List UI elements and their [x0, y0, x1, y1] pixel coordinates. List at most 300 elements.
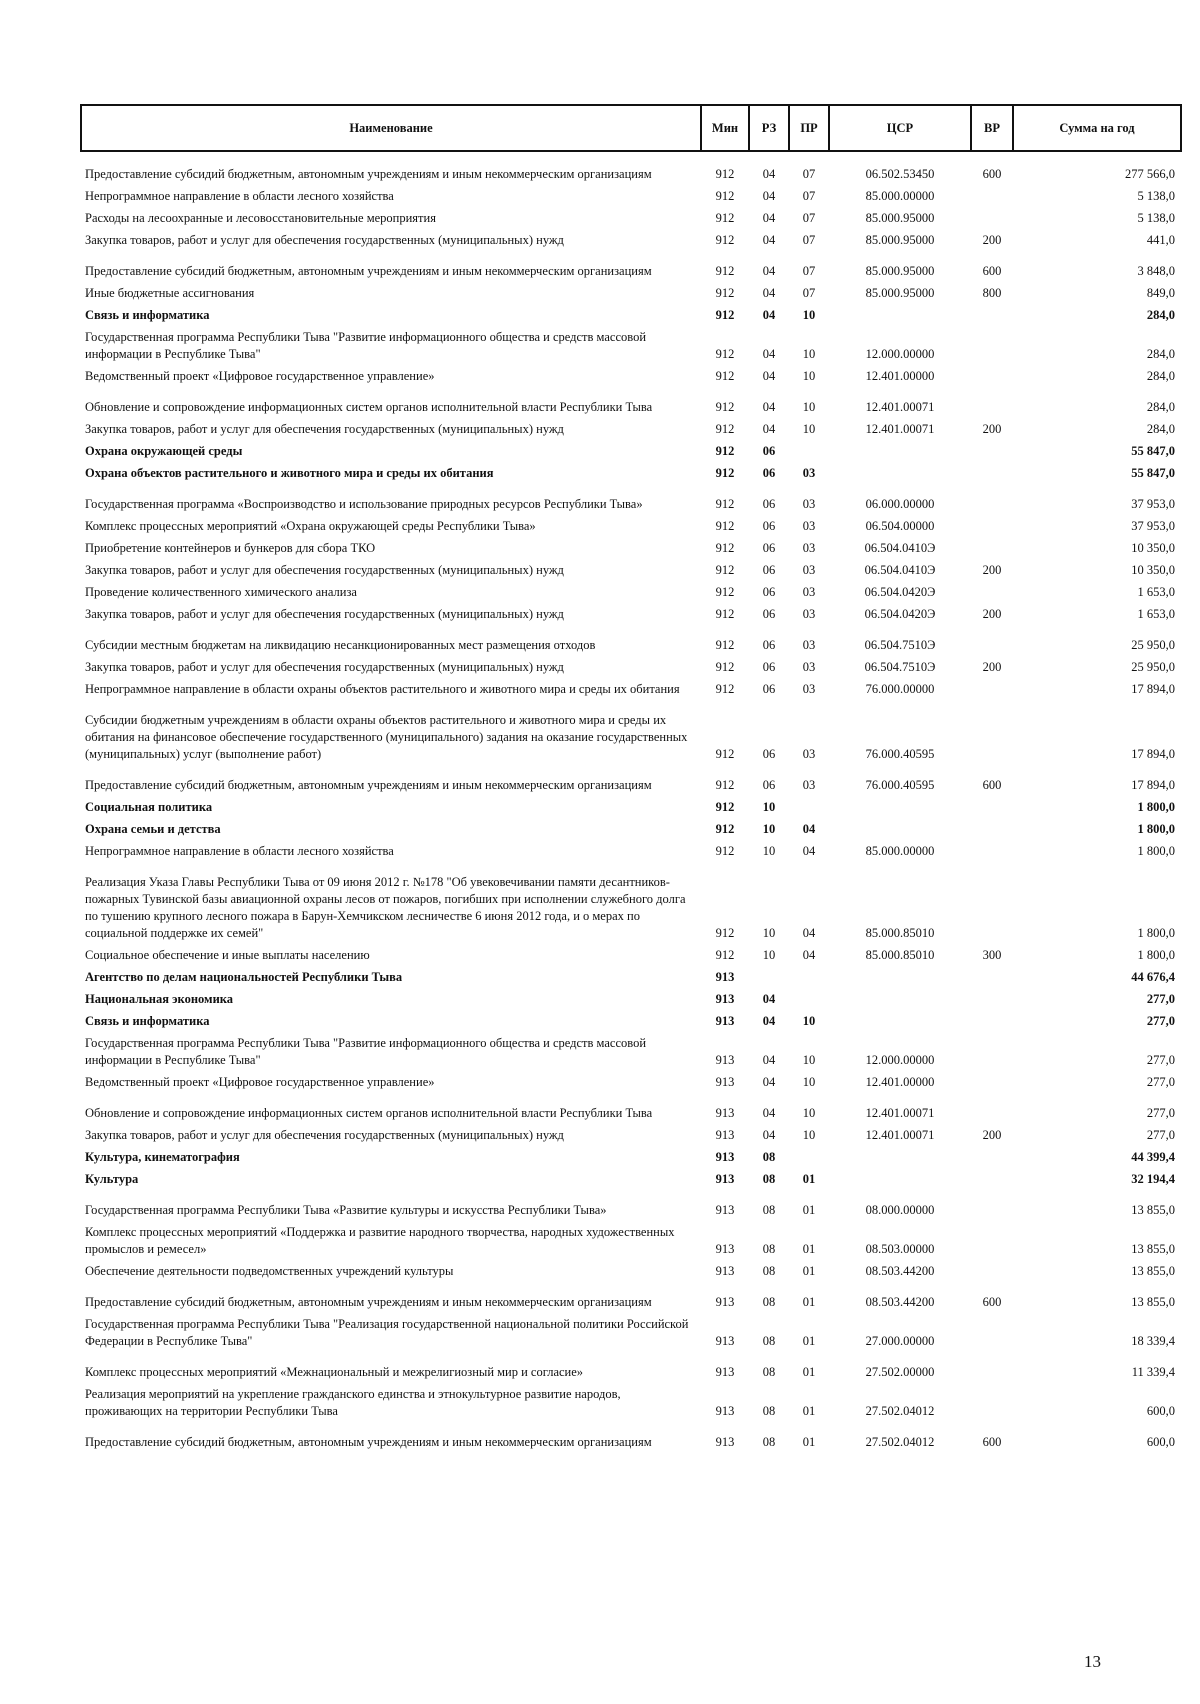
cell-sum: 284,0 — [1146, 308, 1175, 322]
cell-vr: 200 — [982, 660, 1002, 674]
cell-name: Закупка товаров, работ и услуг для обеспечения государственных (муниципальных) нужд — [85, 422, 564, 436]
cell-min: 913 — [715, 1435, 735, 1449]
cell-vr: 300 — [982, 948, 1002, 962]
cell-sum: 13 855,0 — [1131, 1203, 1175, 1217]
cell-pr: 01 — [802, 1203, 816, 1217]
table-row — [81, 1383, 1181, 1422]
cell-vr — [971, 1168, 1013, 1190]
cell-csr: 06.000.00000 — [865, 497, 935, 511]
cell-csr: 08.000.00000 — [865, 1203, 935, 1217]
cell-rz: 04 — [762, 264, 776, 278]
cell-vr — [971, 1260, 1013, 1282]
cell-csr: 85.000.00000 — [865, 189, 935, 203]
cell-vr: 200 — [982, 563, 1002, 577]
table-row — [81, 1071, 1181, 1093]
cell-rz: 10 — [762, 926, 776, 940]
cell-min: 912 — [715, 264, 735, 278]
cell-min: 912 — [715, 563, 735, 577]
cell-pr: 10 — [802, 1053, 816, 1067]
table-row — [81, 537, 1181, 559]
cell-pr: 10 — [802, 347, 816, 361]
cell-sum: 284,0 — [1146, 422, 1175, 436]
cell-name: Закупка товаров, работ и услуг для обеспечения государственных (муниципальных) нужд — [85, 607, 564, 621]
cell-rz: 04 — [762, 167, 776, 181]
cell-pr: 01 — [802, 1264, 816, 1278]
cell-min: 913 — [715, 1014, 735, 1028]
cell-name: Агентство по делам национальностей Республики Тыва — [85, 970, 403, 984]
table-row — [81, 944, 1181, 966]
table-row — [81, 151, 1181, 185]
cell-vr: 600 — [982, 264, 1002, 278]
cell-vr: 200 — [982, 233, 1002, 247]
cell-vr: 200 — [982, 607, 1002, 621]
cell-sum: 5 138,0 — [1137, 189, 1175, 203]
cell-name: Непрограммное направление в области охраны объектов растительного и животного мира и среды их обитания — [85, 682, 680, 696]
cell-vr — [971, 988, 1013, 1010]
cell-sum: 600,0 — [1146, 1404, 1175, 1418]
cell-rz: 04 — [762, 1075, 776, 1089]
cell-min: 912 — [715, 660, 735, 674]
cell-sum: 284,0 — [1146, 347, 1175, 361]
cell-sum: 10 350,0 — [1131, 563, 1175, 577]
cell-name: Комплекс процессных мероприятий «Поддержка и развитие народного творчества, народных художественных промыслов и ремесел» — [85, 1225, 675, 1256]
table-row — [81, 1093, 1181, 1124]
cell-vr — [971, 678, 1013, 700]
cell-vr — [971, 1093, 1013, 1124]
cell-name: Непрограммное направление в области лесного хозяйства — [85, 844, 394, 858]
table-row — [81, 1146, 1181, 1168]
cell-name: Обновление и сопровождение информационных систем органов исполнительной власти Республики Тыва — [85, 400, 653, 414]
cell-pr: 03 — [802, 778, 816, 792]
cell-rz: 06 — [762, 444, 776, 458]
cell-csr: 76.000.40595 — [865, 778, 935, 792]
cell-csr: 85.000.95000 — [865, 264, 935, 278]
cell-csr — [829, 796, 971, 818]
cell-min: 913 — [715, 1242, 735, 1256]
table-row — [81, 581, 1181, 603]
cell-min: 912 — [715, 444, 735, 458]
cell-min: 913 — [715, 1075, 735, 1089]
cell-name: Культура — [85, 1172, 139, 1186]
cell-sum: 3 848,0 — [1137, 264, 1175, 278]
table-row — [81, 1422, 1181, 1453]
cell-rz: 08 — [762, 1435, 776, 1449]
cell-sum: 18 339,4 — [1131, 1334, 1175, 1348]
cell-csr — [829, 1168, 971, 1190]
cell-name: Государственная программа Республики Тыва «Развитие культуры и искусства Республики Тыва» — [85, 1203, 607, 1217]
cell-csr — [829, 818, 971, 840]
cell-vr: 600 — [982, 1295, 1002, 1309]
cell-pr: 10 — [802, 1106, 816, 1120]
cell-min: 912 — [715, 822, 735, 836]
cell-min: 912 — [715, 211, 735, 225]
cell-name: Предоставление субсидий бюджетным, автономным учреждениям и иным некоммерческим организациям — [85, 264, 652, 278]
cell-pr — [789, 988, 829, 1010]
cell-sum: 1 653,0 — [1137, 585, 1175, 599]
cell-name: Закупка товаров, работ и услуг для обеспечения государственных (муниципальных) нужд — [85, 233, 564, 247]
cell-rz: 06 — [762, 497, 776, 511]
cell-sum: 55 847,0 — [1131, 444, 1175, 458]
cell-sum: 11 339,4 — [1131, 1365, 1175, 1379]
cell-pr: 03 — [802, 466, 816, 480]
cell-csr: 06.504.00000 — [865, 519, 935, 533]
cell-pr: 04 — [802, 926, 816, 940]
table-row — [81, 818, 1181, 840]
cell-csr: 06.504.0420Э — [864, 607, 936, 621]
cell-rz: 04 — [762, 1128, 776, 1142]
budget-table — [80, 104, 1182, 1453]
cell-name: Государственная программа Республики Тыва "Развитие информационного общества и средств массовой информации в Республике Тыва" — [85, 1036, 647, 1067]
cell-rz: 04 — [762, 308, 776, 322]
table-row — [81, 796, 1181, 818]
cell-rz: 04 — [762, 347, 776, 361]
cell-vr — [971, 440, 1013, 462]
cell-vr — [971, 625, 1013, 656]
cell-name: Социальная политика — [85, 800, 213, 814]
cell-name: Обеспечение деятельности подведомственных учреждений культуры — [85, 1264, 454, 1278]
cell-vr — [971, 326, 1013, 365]
cell-min: 912 — [715, 638, 735, 652]
cell-pr: 07 — [802, 167, 816, 181]
cell-sum: 284,0 — [1146, 400, 1175, 414]
table-row — [81, 515, 1181, 537]
table-row — [81, 966, 1181, 988]
cell-sum: 277,0 — [1146, 1014, 1175, 1028]
cell-sum: 1 800,0 — [1137, 800, 1175, 814]
cell-name: Закупка товаров, работ и услуг для обеспечения государственных (муниципальных) нужд — [85, 1128, 564, 1142]
cell-name: Реализация Указа Главы Республики Тыва от 09 июня 2012 г. №178 "Об увековечивании памяти десантников-пожарных Тувинской базы авиационной охраны лесов от пожаров, погибших при исполнении служебного долга по тушению крупного лесного пожара в Барун-Хемчикском лесничестве 6 июня 2012 года, и о мерах по социальной поддержке их семей" — [85, 875, 686, 940]
cell-vr: 200 — [982, 1128, 1002, 1142]
cell-rz: 04 — [762, 369, 776, 383]
cell-csr: 85.000.00000 — [865, 844, 935, 858]
cell-pr: 03 — [802, 660, 816, 674]
cell-vr — [971, 1383, 1013, 1422]
cell-sum: 441,0 — [1146, 233, 1175, 247]
table-row — [81, 765, 1181, 796]
cell-name: Приобретение контейнеров и бункеров для сбора ТКО — [85, 541, 376, 555]
cell-sum: 25 950,0 — [1131, 638, 1175, 652]
table-row — [81, 484, 1181, 515]
table-row — [81, 1168, 1181, 1190]
cell-sum: 17 894,0 — [1131, 747, 1175, 761]
cell-vr — [971, 1010, 1013, 1032]
cell-csr: 06.504.7510Э — [864, 638, 936, 652]
cell-rz: 06 — [762, 660, 776, 674]
cell-min: 912 — [715, 167, 735, 181]
cell-pr: 10 — [802, 369, 816, 383]
cell-name: Ведомственный проект «Цифровое государственное управление» — [85, 369, 435, 383]
table-row — [81, 387, 1181, 418]
cell-sum: 17 894,0 — [1131, 682, 1175, 696]
cell-pr: 04 — [802, 844, 816, 858]
header-name: Наименование — [81, 105, 701, 151]
cell-rz: 04 — [762, 1106, 776, 1120]
cell-name: Субсидии местным бюджетам на ликвидацию несанкционированных мест размещения отходов — [85, 638, 596, 652]
header-pr: ПР — [789, 105, 829, 151]
cell-csr: 06.504.0410Э — [864, 563, 936, 577]
cell-vr — [971, 537, 1013, 559]
cell-min: 913 — [715, 1106, 735, 1120]
cell-name: Национальная экономика — [85, 992, 234, 1006]
cell-name: Расходы на лесоохранные и лесовосстановительные мероприятия — [85, 211, 436, 225]
table-row — [81, 559, 1181, 581]
cell-csr: 27.000.00000 — [865, 1334, 935, 1348]
header-vr: ВР — [971, 105, 1013, 151]
cell-csr: 08.503.00000 — [865, 1242, 935, 1256]
cell-vr — [971, 700, 1013, 765]
cell-pr — [789, 1146, 829, 1168]
cell-csr: 27.502.00000 — [865, 1365, 935, 1379]
cell-vr — [971, 515, 1013, 537]
cell-pr: 03 — [802, 519, 816, 533]
cell-csr: 12.401.00071 — [865, 400, 935, 414]
cell-vr — [971, 304, 1013, 326]
table-row — [81, 862, 1181, 944]
cell-name: Охрана окружающей среды — [85, 444, 243, 458]
cell-sum: 1 653,0 — [1137, 607, 1175, 621]
cell-sum: 25 950,0 — [1131, 660, 1175, 674]
cell-min: 913 — [715, 1203, 735, 1217]
cell-name: Комплекс процессных мероприятий «Межнациональный и межрелигиозный мир и согласие» — [85, 1365, 584, 1379]
table-row — [81, 656, 1181, 678]
cell-name: Предоставление субсидий бюджетным, автономным учреждениям и иным некоммерческим организациям — [85, 778, 652, 792]
cell-csr: 06.504.0420Э — [864, 585, 936, 599]
cell-pr: 01 — [802, 1242, 816, 1256]
cell-min: 912 — [715, 369, 735, 383]
cell-csr: 85.000.95000 — [865, 233, 935, 247]
cell-rz: 06 — [762, 585, 776, 599]
cell-min: 913 — [715, 1053, 735, 1067]
table-row — [81, 207, 1181, 229]
cell-pr: 07 — [802, 189, 816, 203]
cell-sum: 600,0 — [1146, 1435, 1175, 1449]
cell-rz: 06 — [762, 466, 776, 480]
table-row — [81, 1352, 1181, 1383]
table-row — [81, 1221, 1181, 1260]
cell-name: Субсидии бюджетным учреждениям в области охраны объектов растительного и животного мира и среды их обитания на финансовое обеспечение государственного (муниципального) задания на оказание государственных (муниципальных) услуг (выполнение работ) — [85, 713, 688, 761]
cell-vr — [971, 581, 1013, 603]
cell-sum: 277,0 — [1146, 1075, 1175, 1089]
cell-min: 912 — [715, 948, 735, 962]
cell-pr: 10 — [802, 308, 816, 322]
cell-min: 913 — [715, 1365, 735, 1379]
cell-name: Охрана объектов растительного и животного мира и среды их обитания — [85, 466, 494, 480]
cell-vr — [971, 840, 1013, 862]
cell-csr — [829, 1146, 971, 1168]
cell-rz: 04 — [762, 189, 776, 203]
cell-vr — [971, 484, 1013, 515]
cell-min: 912 — [715, 233, 735, 247]
table-row — [81, 1190, 1181, 1221]
cell-vr — [971, 185, 1013, 207]
cell-pr — [789, 966, 829, 988]
cell-name: Государственная программа «Воспроизводство и использование природных ресурсов Республики Тыва» — [85, 497, 643, 511]
cell-min: 912 — [715, 541, 735, 555]
cell-min: 912 — [715, 682, 735, 696]
cell-rz: 08 — [762, 1172, 776, 1186]
cell-name: Комплекс процессных мероприятий «Охрана окружающей среды Республики Тыва» — [85, 519, 536, 533]
cell-csr: 06.504.7510Э — [864, 660, 936, 674]
header-sum: Сумма на год — [1013, 105, 1181, 151]
cell-sum: 13 855,0 — [1131, 1242, 1175, 1256]
cell-min: 913 — [715, 1334, 735, 1348]
cell-vr — [971, 1071, 1013, 1093]
cell-sum: 17 894,0 — [1131, 778, 1175, 792]
cell-rz: 06 — [762, 638, 776, 652]
cell-csr: 27.502.04012 — [865, 1435, 935, 1449]
cell-min: 912 — [715, 607, 735, 621]
cell-sum: 1 800,0 — [1137, 926, 1175, 940]
cell-min: 913 — [715, 1264, 735, 1278]
cell-min: 913 — [715, 992, 735, 1006]
cell-vr: 600 — [982, 167, 1002, 181]
cell-sum: 277,0 — [1146, 1053, 1175, 1067]
cell-name: Социальное обеспечение и иные выплаты населению — [85, 948, 370, 962]
cell-csr: 85.000.85010 — [865, 948, 935, 962]
cell-vr — [971, 862, 1013, 944]
table-row — [81, 700, 1181, 765]
cell-min: 913 — [715, 970, 735, 984]
table-row — [81, 1260, 1181, 1282]
cell-csr: 85.000.85010 — [865, 926, 935, 940]
cell-pr: 10 — [802, 1075, 816, 1089]
cell-sum: 277 566,0 — [1125, 167, 1175, 181]
cell-pr: 10 — [802, 422, 816, 436]
cell-rz: 04 — [762, 211, 776, 225]
cell-csr: 12.401.00000 — [865, 1075, 935, 1089]
cell-rz: 04 — [762, 286, 776, 300]
cell-rz: 04 — [762, 400, 776, 414]
cell-name: Непрограммное направление в области лесного хозяйства — [85, 189, 394, 203]
cell-pr: 03 — [802, 638, 816, 652]
table-body — [81, 151, 1181, 1453]
cell-min: 913 — [715, 1150, 735, 1164]
cell-pr: 07 — [802, 264, 816, 278]
cell-vr: 600 — [982, 1435, 1002, 1449]
table-row — [81, 988, 1181, 1010]
cell-pr: 01 — [802, 1365, 816, 1379]
table-row — [81, 365, 1181, 387]
cell-pr — [789, 440, 829, 462]
cell-rz: 04 — [762, 1014, 776, 1028]
cell-vr — [971, 818, 1013, 840]
cell-pr: 01 — [802, 1435, 816, 1449]
cell-rz: 06 — [762, 682, 776, 696]
cell-csr: 85.000.95000 — [865, 286, 935, 300]
cell-sum: 55 847,0 — [1131, 466, 1175, 480]
cell-min: 912 — [715, 347, 735, 361]
cell-rz: 06 — [762, 519, 776, 533]
table-row — [81, 462, 1181, 484]
cell-min: 913 — [715, 1404, 735, 1418]
cell-vr: 800 — [982, 286, 1002, 300]
cell-sum: 37 953,0 — [1131, 519, 1175, 533]
table-row — [81, 1124, 1181, 1146]
cell-vr — [971, 387, 1013, 418]
cell-rz: 10 — [762, 822, 776, 836]
cell-csr: 12.401.00071 — [865, 422, 935, 436]
cell-min: 912 — [715, 747, 735, 761]
cell-sum: 5 138,0 — [1137, 211, 1175, 225]
cell-pr: 04 — [802, 822, 816, 836]
cell-csr: 06.502.53450 — [865, 167, 935, 181]
cell-rz: 08 — [762, 1334, 776, 1348]
cell-name: Предоставление субсидий бюджетным, автономным учреждениям и иным некоммерческим организациям — [85, 1295, 652, 1309]
table-row — [81, 282, 1181, 304]
table-row — [81, 625, 1181, 656]
table-row — [81, 1032, 1181, 1071]
cell-name: Государственная программа Республики Тыва "Реализация государственной национальной политики Российской Федерации в Республике Тыва" — [85, 1317, 689, 1348]
cell-pr: 03 — [802, 497, 816, 511]
cell-name: Реализация мероприятий на укрепление гражданского единства и этнокультурное развитие народов, проживающих на территории Республики Тыва — [85, 1387, 621, 1418]
cell-csr: 85.000.95000 — [865, 211, 935, 225]
cell-sum: 277,0 — [1146, 992, 1175, 1006]
cell-vr — [971, 365, 1013, 387]
cell-rz: 06 — [762, 747, 776, 761]
cell-min: 912 — [715, 400, 735, 414]
table-row — [81, 326, 1181, 365]
cell-name: Иные бюджетные ассигнования — [85, 286, 255, 300]
cell-name: Предоставление субсидий бюджетным, автономным учреждениям и иным некоммерческим организациям — [85, 167, 652, 181]
cell-name: Обновление и сопровождение информационных систем органов исполнительной власти Республики Тыва — [85, 1106, 653, 1120]
table-row — [81, 1282, 1181, 1313]
cell-min: 912 — [715, 844, 735, 858]
cell-rz: 08 — [762, 1365, 776, 1379]
cell-min: 912 — [715, 308, 735, 322]
cell-rz: 06 — [762, 778, 776, 792]
cell-vr: 200 — [982, 422, 1002, 436]
cell-pr: 03 — [802, 682, 816, 696]
cell-csr: 76.000.40595 — [865, 747, 935, 761]
cell-name: Культура, кинематография — [85, 1150, 240, 1164]
cell-sum: 13 855,0 — [1131, 1295, 1175, 1309]
cell-pr: 10 — [802, 1014, 816, 1028]
cell-min: 912 — [715, 519, 735, 533]
cell-csr: 08.503.44200 — [865, 1295, 935, 1309]
cell-name: Связь и информатика — [85, 1014, 210, 1028]
cell-sum: 10 350,0 — [1131, 541, 1175, 555]
table-row — [81, 1010, 1181, 1032]
cell-csr: 12.401.00071 — [865, 1128, 935, 1142]
cell-min: 912 — [715, 286, 735, 300]
cell-pr: 04 — [802, 948, 816, 962]
cell-sum: 284,0 — [1146, 369, 1175, 383]
cell-min: 912 — [715, 585, 735, 599]
cell-min: 913 — [715, 1128, 735, 1142]
cell-min: 912 — [715, 189, 735, 203]
cell-min: 912 — [715, 422, 735, 436]
cell-pr: 07 — [802, 286, 816, 300]
cell-sum: 1 800,0 — [1137, 822, 1175, 836]
cell-name: Проведение количественного химического анализа — [85, 585, 357, 599]
cell-vr — [971, 1313, 1013, 1352]
cell-pr: 01 — [802, 1295, 816, 1309]
cell-vr — [971, 462, 1013, 484]
cell-pr: 03 — [802, 585, 816, 599]
cell-csr — [829, 1010, 971, 1032]
cell-vr — [971, 207, 1013, 229]
cell-sum: 32 194,4 — [1131, 1172, 1175, 1186]
cell-csr — [829, 440, 971, 462]
cell-pr: 01 — [802, 1172, 816, 1186]
table-row — [81, 1313, 1181, 1352]
cell-name: Предоставление субсидий бюджетным, автономным учреждениям и иным некоммерческим организациям — [85, 1435, 652, 1449]
cell-sum: 13 855,0 — [1131, 1264, 1175, 1278]
cell-csr: 27.502.04012 — [865, 1404, 935, 1418]
table-row — [81, 418, 1181, 440]
cell-min: 912 — [715, 926, 735, 940]
table-row — [81, 678, 1181, 700]
